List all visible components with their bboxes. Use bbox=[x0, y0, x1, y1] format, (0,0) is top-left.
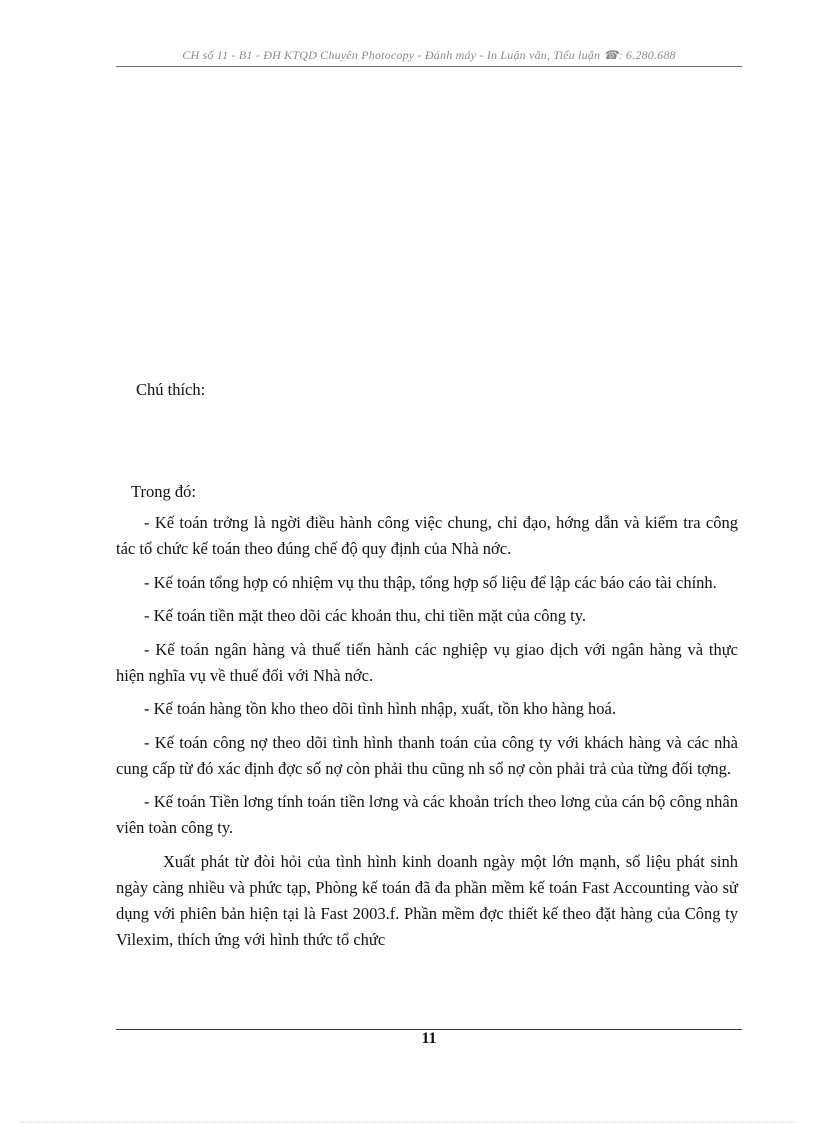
paragraph-inventory-accountant: - Kế toán hàng tồn kho theo dõi tình hình nhập, xuất, tồn kho hàng hoá. bbox=[144, 699, 617, 718]
paragraph-chief-accountant: - Kế toán trởng là ngời điều hành công việc chung, chỉ đạo, hớng dẫn và kiểm tra công tác tổ chức kế toán theo đúng chế độ quy định của Nhà nớc. bbox=[116, 513, 738, 558]
page-number: 11 bbox=[421, 1030, 437, 1047]
header-divider bbox=[116, 66, 742, 67]
paragraph-bank-tax-accountant: - Kế toán ngân hàng và thuế tiến hành các nghiệp vụ giao dịch với ngân hàng và thực hiện nghĩa vụ về thuế đối với Nhà nớc. bbox=[116, 639, 738, 685]
paragraph-general-accountant: - Kế toán tổng hợp có nhiệm vụ thu thập, tổng hợp số liệu để lập các báo cáo tài chính. bbox=[144, 572, 717, 592]
paragraph-debt-accountant: - Kế toán công nợ theo dõi tình hình thanh toán của công ty với khách hàng và các nhà cung cấp từ đó xác định đợc số nợ còn phải thu cũng nh số nợ còn phải trả của từng đối tợng. bbox=[116, 732, 738, 778]
page-header: CH số 11 - B1 - ĐH KTQD Chuyên Photocopy - Đánh máy - In Luận văn, Tiểu luận ☎: 6.280.688 bbox=[182, 48, 676, 62]
paragraph-salary-accountant: - Kế toán Tiền lơng tính toán tiền lơng và các khoản trích theo lơng của cán bộ công nhân viên toàn công ty. bbox=[116, 792, 738, 837]
document-body bbox=[116, 510, 738, 960]
caption-label: Chú thích: bbox=[136, 380, 206, 399]
where-heading: Trong đó: bbox=[131, 482, 196, 501]
paragraph-cash-accountant: - Kế toán tiền mặt theo dõi các khoản thu, chi tiền mặt của công ty. bbox=[144, 606, 586, 625]
paragraph-software-intro: Xuất phát từ đòi hỏi của tình hình kinh doanh ngày một lớn mạnh, số liệu phát sinh ngày càng nhiều và phức tạp, Phòng kế toán đã đa phần mềm kế toán Fast Accounting vào sử dụng với phiên bản hiện tại là Fast 2003.f. Phần mềm đợc thiết kế theo đặt hàng của Công ty Vilexim, thích ứng với hình thức tổ chức bbox=[116, 851, 738, 949]
